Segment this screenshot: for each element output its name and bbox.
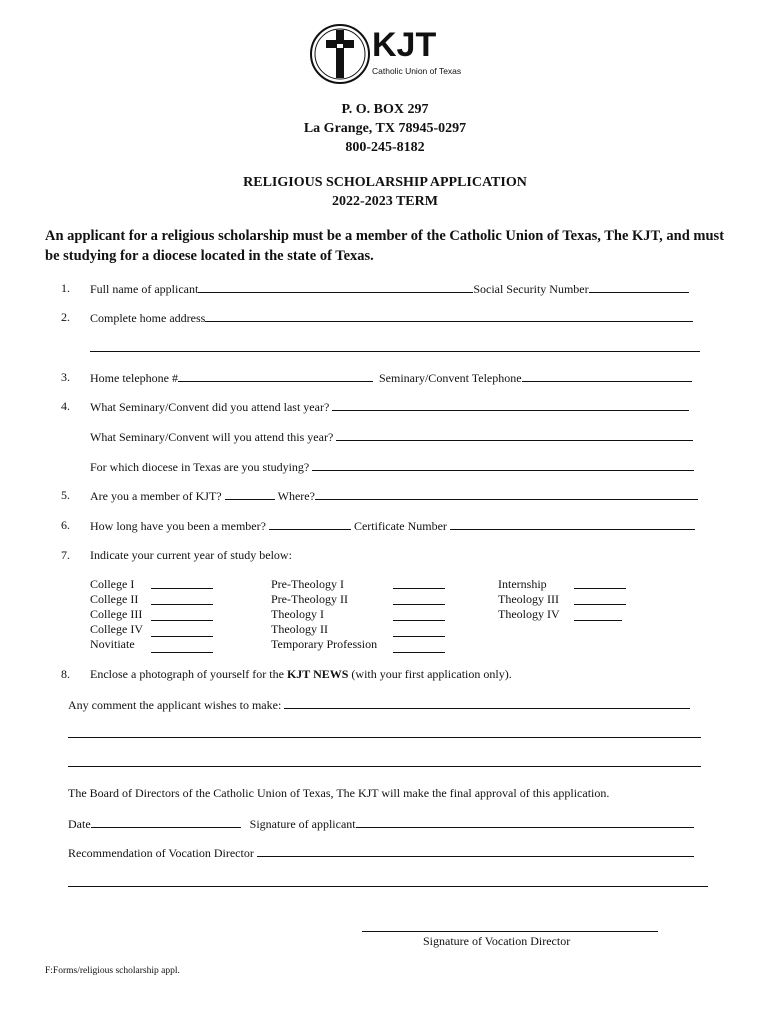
question-number: 3. (61, 370, 70, 384)
seminary-telephone-label: Seminary/Convent Telephone (378, 371, 522, 385)
home-telephone-label: Home telephone # (90, 371, 178, 385)
phone-number: 800-245-8182 (345, 140, 425, 155)
study-option: College II (90, 592, 139, 606)
last-year-seminary-label: What Seminary/Convent did you attend last year? (90, 400, 330, 414)
recommendation-label: Recommendation of Vocation Director (68, 846, 254, 860)
novitiate-field[interactable] (151, 641, 213, 653)
question-number: 6. (61, 518, 70, 532)
study-option: College III (90, 607, 143, 621)
theology-3-field[interactable] (574, 593, 626, 605)
college-3-field[interactable] (151, 609, 213, 621)
question-number: 4. (61, 399, 70, 413)
comment-row (68, 697, 690, 712)
recommendation-field-line2[interactable] (68, 886, 708, 887)
certificate-number-field[interactable] (450, 518, 695, 530)
comment-field-line2[interactable] (68, 737, 701, 738)
question-number: 2. (61, 310, 70, 324)
this-year-seminary-label: What Seminary/Convent will you attend this year? (90, 430, 334, 444)
applicant-signature-label: Signature of applicant (249, 817, 356, 831)
board-statement: The Board of Directors of the Catholic Union of Texas, The KJT will make the final approval of this application. (68, 786, 610, 800)
question-number: 1. (61, 281, 70, 295)
recommendation-row (68, 845, 694, 860)
date-label: Date (68, 817, 91, 831)
study-option: Theology IV (498, 607, 560, 621)
home-telephone-field[interactable] (178, 370, 373, 382)
seminary-telephone-field[interactable] (522, 370, 692, 382)
question-4b (90, 429, 693, 444)
applicant-signature-field[interactable] (356, 816, 694, 828)
study-col-3-blanks (574, 577, 626, 625)
ssn-label: Social Security Number (473, 282, 589, 296)
study-option: Internship (498, 577, 547, 591)
study-col-1 (90, 577, 143, 652)
college-1-field[interactable] (151, 577, 213, 589)
address-line1: P. O. BOX 297 (341, 102, 429, 117)
kjt-news-label: KJT NEWS (286, 667, 349, 681)
member-label: Are you a member of KJT? (90, 489, 222, 503)
study-option: Theology I (271, 607, 324, 621)
home-address-field-line2[interactable] (90, 351, 700, 352)
question-number: 7. (61, 548, 70, 562)
kjt-logo (308, 22, 468, 86)
college-2-field[interactable] (151, 593, 213, 605)
footer-path: F:Forms/religious scholarship appl. (45, 966, 180, 976)
form-term: 2022-2023 TERM (332, 194, 438, 209)
home-address-label: Complete home address (90, 311, 206, 325)
full-name-label: Full name of applicant (90, 282, 199, 296)
membership-length-field[interactable] (269, 518, 351, 530)
study-col-2-blanks (393, 577, 445, 657)
pre-theology-1-field[interactable] (393, 577, 445, 589)
study-year-label: Indicate your current year of study below: (90, 548, 292, 562)
full-name-field[interactable] (198, 281, 473, 293)
temporary-profession-field[interactable] (393, 641, 445, 653)
study-option: Theology III (498, 592, 559, 606)
comment-field[interactable] (284, 697, 690, 709)
diocese-field[interactable] (312, 459, 694, 471)
study-col-3 (498, 577, 560, 622)
eligibility-statement: An applicant for a religious scholarship must be a member of the Catholic Union of Texas, The KJT, and must be studying for a diocese located in the state of Texas. (45, 228, 725, 264)
college-4-field[interactable] (151, 625, 213, 637)
question-number: 8. (61, 667, 70, 681)
director-signature-field[interactable] (362, 931, 658, 932)
pre-theology-2-field[interactable] (393, 593, 445, 605)
logo-subtitle: Catholic Union of Texas (372, 66, 462, 76)
study-option: Novitiate (90, 637, 135, 651)
membership-length-label: How long have you been a member? (90, 519, 266, 533)
study-option: College IV (90, 622, 143, 636)
where-field[interactable] (315, 488, 698, 500)
photo-instruction: Enclose a photograph of yourself for the (90, 667, 287, 681)
diocese-label: For which diocese in Texas are you studying? (90, 460, 310, 474)
address-line2: La Grange, TX 78945-0297 (303, 121, 467, 136)
question-4c (90, 459, 694, 474)
study-option: Pre-Theology II (271, 592, 348, 606)
question-number: 5. (61, 488, 70, 502)
theology-2-field[interactable] (393, 625, 445, 637)
logo-text: KJT (372, 26, 437, 64)
date-field[interactable] (91, 816, 241, 828)
certificate-number-label: Certificate Number (353, 519, 447, 533)
study-option: College I (90, 577, 135, 591)
study-option: Temporary Profession (271, 637, 378, 651)
study-col-2 (271, 577, 377, 652)
home-address-field[interactable] (205, 310, 693, 322)
member-field[interactable] (225, 488, 275, 500)
study-option: Pre-Theology I (271, 577, 344, 591)
internship-field[interactable] (574, 577, 626, 589)
signature-row (68, 816, 694, 831)
comment-field-line3[interactable] (68, 766, 701, 767)
theology-4-field[interactable] (574, 609, 622, 621)
study-option: Theology II (271, 622, 328, 636)
where-label: Where? (277, 489, 315, 503)
form-title: RELIGIOUS SCHOLARSHIP APPLICATION (243, 175, 527, 190)
this-year-seminary-field[interactable] (336, 429, 693, 441)
ssn-field[interactable] (589, 281, 689, 293)
director-signature-label: Signature of Vocation Director (423, 934, 571, 948)
comment-label: Any comment the applicant wishes to make: (68, 698, 282, 712)
photo-instruction-suffix: (with your first application only). (348, 667, 512, 681)
recommendation-field[interactable] (257, 845, 694, 857)
study-col-1-blanks (151, 577, 213, 657)
theology-1-field[interactable] (393, 609, 445, 621)
last-year-seminary-field[interactable] (332, 399, 689, 411)
